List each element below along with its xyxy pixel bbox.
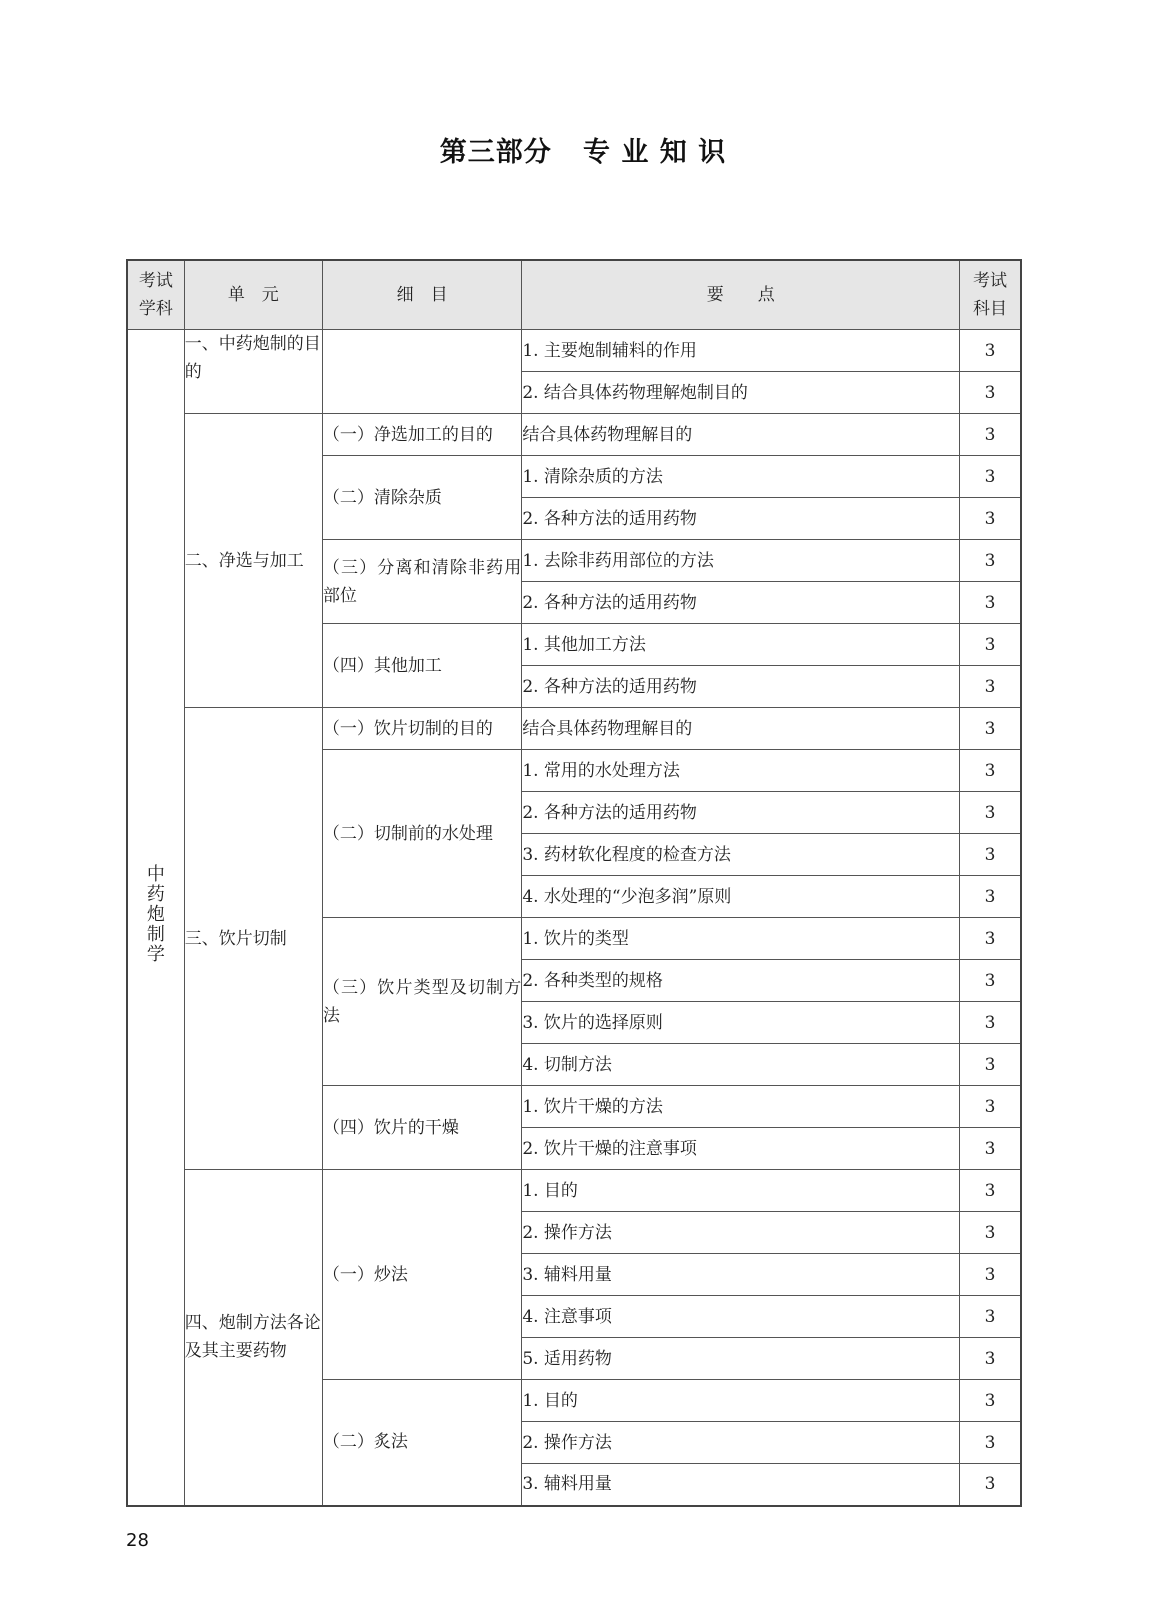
level-cell: 3 <box>960 1170 1021 1212</box>
point-cell: 4. 水处理的“少泡多润”原则 <box>522 876 960 918</box>
level-cell: 3 <box>960 414 1021 456</box>
level-cell: 3 <box>960 540 1021 582</box>
detail-cell: （三）饮片类型及切制方法 <box>322 918 521 1086</box>
detail-cell: （二）清除杂质 <box>322 456 521 540</box>
syllabus-table <box>126 259 1022 1507</box>
point-cell: 1. 饮片干燥的方法 <box>522 1086 960 1128</box>
header-unit: 单 元 <box>184 260 322 330</box>
detail-cell: （二）切制前的水处理 <box>322 750 521 918</box>
detail-cell <box>322 330 521 414</box>
level-cell: 3 <box>960 498 1021 540</box>
header-subject-label: 考试 学科 <box>138 271 173 319</box>
page-number: 28 <box>126 1530 149 1551</box>
point-cell: 2. 各种方法的适用药物 <box>522 582 960 624</box>
point-cell: 1. 清除杂质的方法 <box>522 456 960 498</box>
table-row <box>127 1170 1021 1212</box>
level-cell: 3 <box>960 834 1021 876</box>
level-cell: 3 <box>960 1086 1021 1128</box>
level-cell: 3 <box>960 960 1021 1002</box>
level-cell: 3 <box>960 624 1021 666</box>
point-cell: 结合具体药物理解目的 <box>522 708 960 750</box>
header-row <box>127 260 1021 330</box>
point-cell: 1. 去除非药用部位的方法 <box>522 540 960 582</box>
point-cell: 2. 各种方法的适用药物 <box>522 498 960 540</box>
level-cell: 3 <box>960 1296 1021 1338</box>
level-cell: 3 <box>960 330 1021 372</box>
point-cell: 3. 药材软化程度的检查方法 <box>522 834 960 876</box>
point-cell: 3. 辅料用量 <box>522 1254 960 1296</box>
page-title: 第三部分 专 业 知 识 <box>439 137 727 168</box>
level-cell: 3 <box>960 1212 1021 1254</box>
table-row <box>127 414 1021 456</box>
unit-cell: 一、中药炮制的目的 <box>184 330 322 414</box>
point-cell: 2. 各种方法的适用药物 <box>522 666 960 708</box>
point-cell: 2. 各种方法的适用药物 <box>522 792 960 834</box>
level-cell: 3 <box>960 1338 1021 1380</box>
point-cell: 2. 饮片干燥的注意事项 <box>522 1128 960 1170</box>
detail-cell: （二）炙法 <box>322 1380 521 1506</box>
level-cell: 3 <box>960 750 1021 792</box>
detail-cell: （四）其他加工 <box>322 624 521 708</box>
unit-cell: 三、饮片切制 <box>184 708 322 1170</box>
level-cell: 3 <box>960 1254 1021 1296</box>
level-cell: 3 <box>960 1002 1021 1044</box>
level-cell: 3 <box>960 1128 1021 1170</box>
point-cell: 2. 操作方法 <box>522 1422 960 1464</box>
point-cell: 1. 常用的水处理方法 <box>522 750 960 792</box>
subject-cell <box>127 330 184 1506</box>
point-cell: 2. 各种类型的规格 <box>522 960 960 1002</box>
level-cell: 3 <box>960 456 1021 498</box>
point-cell: 1. 目的 <box>522 1380 960 1422</box>
detail-cell: （三）分离和清除非药用部位 <box>322 540 521 624</box>
level-cell: 3 <box>960 918 1021 960</box>
point-cell: 5. 适用药物 <box>522 1338 960 1380</box>
detail-cell: （一）饮片切制的目的 <box>322 708 521 750</box>
point-cell: 4. 注意事项 <box>522 1296 960 1338</box>
subject-label: 中药炮制学 <box>146 864 165 966</box>
point-cell: 3. 饮片的选择原则 <box>522 1002 960 1044</box>
level-cell: 3 <box>960 708 1021 750</box>
unit-cell: 四、炮制方法各论及其主要药物 <box>184 1170 322 1506</box>
point-cell: 2. 操作方法 <box>522 1212 960 1254</box>
point-cell: 2. 结合具体药物理解炮制目的 <box>522 372 960 414</box>
point-cell: 1. 其他加工方法 <box>522 624 960 666</box>
header-point: 要 点 <box>522 260 960 330</box>
header-level-label: 考试 科目 <box>973 271 1008 319</box>
point-cell: 1. 饮片的类型 <box>522 918 960 960</box>
level-cell: 3 <box>960 876 1021 918</box>
detail-cell: （四）饮片的干燥 <box>322 1086 521 1170</box>
table-row <box>127 708 1021 750</box>
header-detail: 细 目 <box>322 260 521 330</box>
table-row <box>127 330 1021 372</box>
level-cell: 3 <box>960 372 1021 414</box>
header-level <box>960 260 1021 330</box>
detail-cell: （一）净选加工的目的 <box>322 414 521 456</box>
point-cell: 4. 切制方法 <box>522 1044 960 1086</box>
level-cell: 3 <box>960 1464 1021 1506</box>
point-cell: 1. 主要炮制辅料的作用 <box>522 330 960 372</box>
unit-cell: 二、净选与加工 <box>184 414 322 708</box>
detail-cell: （一）炒法 <box>322 1170 521 1380</box>
level-cell: 3 <box>960 666 1021 708</box>
level-cell: 3 <box>960 1044 1021 1086</box>
point-cell: 结合具体药物理解目的 <box>522 414 960 456</box>
level-cell: 3 <box>960 1422 1021 1464</box>
header-subject <box>127 260 184 330</box>
point-cell: 3. 辅料用量 <box>522 1464 960 1506</box>
point-cell: 1. 目的 <box>522 1170 960 1212</box>
level-cell: 3 <box>960 792 1021 834</box>
level-cell: 3 <box>960 1380 1021 1422</box>
level-cell: 3 <box>960 582 1021 624</box>
